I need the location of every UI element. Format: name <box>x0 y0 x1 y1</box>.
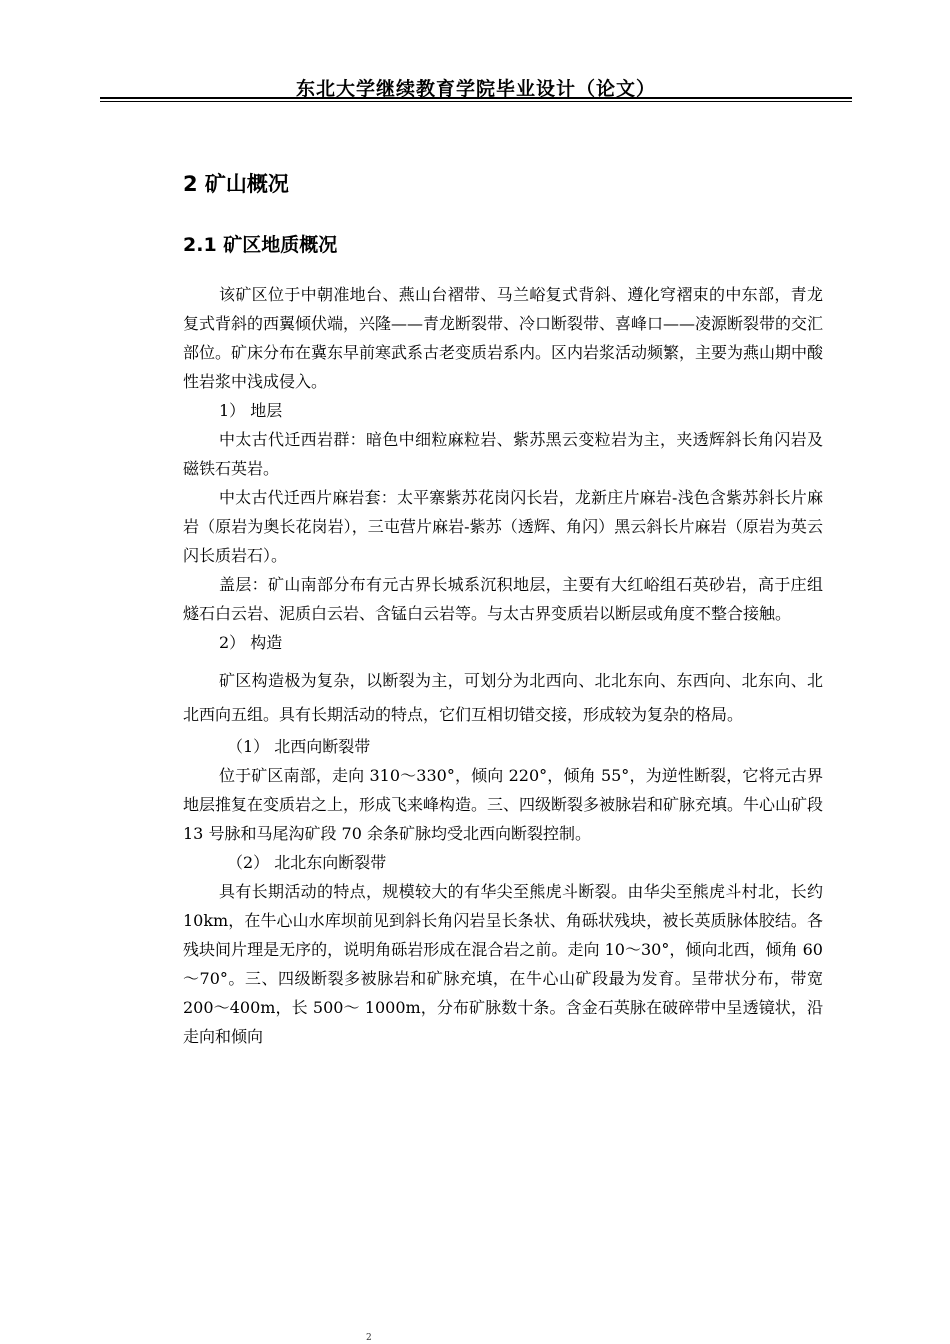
fault1-paragraph: 位于矿区南部，走向 310～330°，倾向 220°，倾角 55°，为逆性断裂，它将元古界地层推复在变质岩之上，形成飞来峰构造。三、四级断裂多被脉岩和矿脉充填。牛心山矿段 13 号脉和马尾沟矿段 70 余条矿脉均受北西向断裂控制。 <box>183 766 824 843</box>
document-header: 东北大学继续教育学院毕业设计（论文） <box>295 78 656 100</box>
fault2-heading: （2） 北北东向断裂带 <box>227 853 387 872</box>
list-item-structure: 2） 构造 <box>219 633 283 652</box>
body-text <box>183 280 823 1051</box>
intro-paragraph: 该矿区位于中朝准地台、燕山台褶带、马兰峪复式背斜、遵化穹褶束的中东部，青龙复式背斜的西翼倾伏端，兴隆——青龙断裂带、冷口断裂带、喜峰口——凌源断裂带的交汇部位。矿床分布在冀东早前寒武系古老变质岩系内。区内岩浆活动频繁，主要为燕山期中酸性岩浆中浅成侵入。 <box>183 285 824 391</box>
cover-paragraph: 盖层：矿山南部分布有元古界长城系沉积地层，主要有大红峪组石英砂岩，高于庄组燧石白云岩、泥质白云岩、含锰白云岩等。与太古界变质岩以断层或角度不整合接触。 <box>183 575 823 623</box>
fault2-paragraph: 具有长期活动的特点，规模较大的有华尖至熊虎斗断裂。由华尖至熊虎斗村北，长约 10km，在牛心山水库坝前见到斜长角闪岩呈长条状、角砾状残块，被长英质脉体胶结。各残块间片理是无序的，说明角砾岩形成在混合岩之前。走向 10～30°，倾向北西，倾角 60～70°。三、四级断裂多被脉岩和矿脉充填，在牛心山矿段最为发育。呈带状分布，带宽 200～400m，长 500～ 1000m，分布矿脉数十条。含金石英脉在破碎带中呈透镜状，沿走向和倾向 <box>183 882 823 1046</box>
section-heading: 2 矿山概况 <box>183 172 289 196</box>
fault1-heading: （1） 北西向断裂带 <box>227 737 371 756</box>
strata-paragraph-1: 中太古代迁西岩群：暗色中细粒麻粒岩、紫苏黑云变粒岩为主，夹透辉斜长角闪岩及磁铁石英岩。 <box>183 430 823 478</box>
header-rule-thin <box>100 101 852 102</box>
list-item-strata: 1） 地层 <box>219 401 283 420</box>
strata-paragraph-2: 中太古代迁西片麻岩套：太平寨紫苏花岗闪长岩，龙新庄片麻岩-浅色含紫苏斜长片麻岩（原岩为奥长花岗岩），三屯营片麻岩-紫苏（透辉、角闪）黑云斜长片麻岩（原岩为英云闪长质岩石）。 <box>183 488 823 565</box>
subsection-heading: 2.1 矿区地质概况 <box>183 234 338 256</box>
header-rule-thick <box>100 97 852 99</box>
page-number: 2 <box>366 1333 372 1343</box>
structure-paragraph: 矿区构造极为复杂，以断裂为主，可划分为北西向、北北东向、东西向、北东向、北北西向五组。具有长期活动的特点，它们互相切错交接，形成较为复杂的格局。 <box>183 671 823 724</box>
